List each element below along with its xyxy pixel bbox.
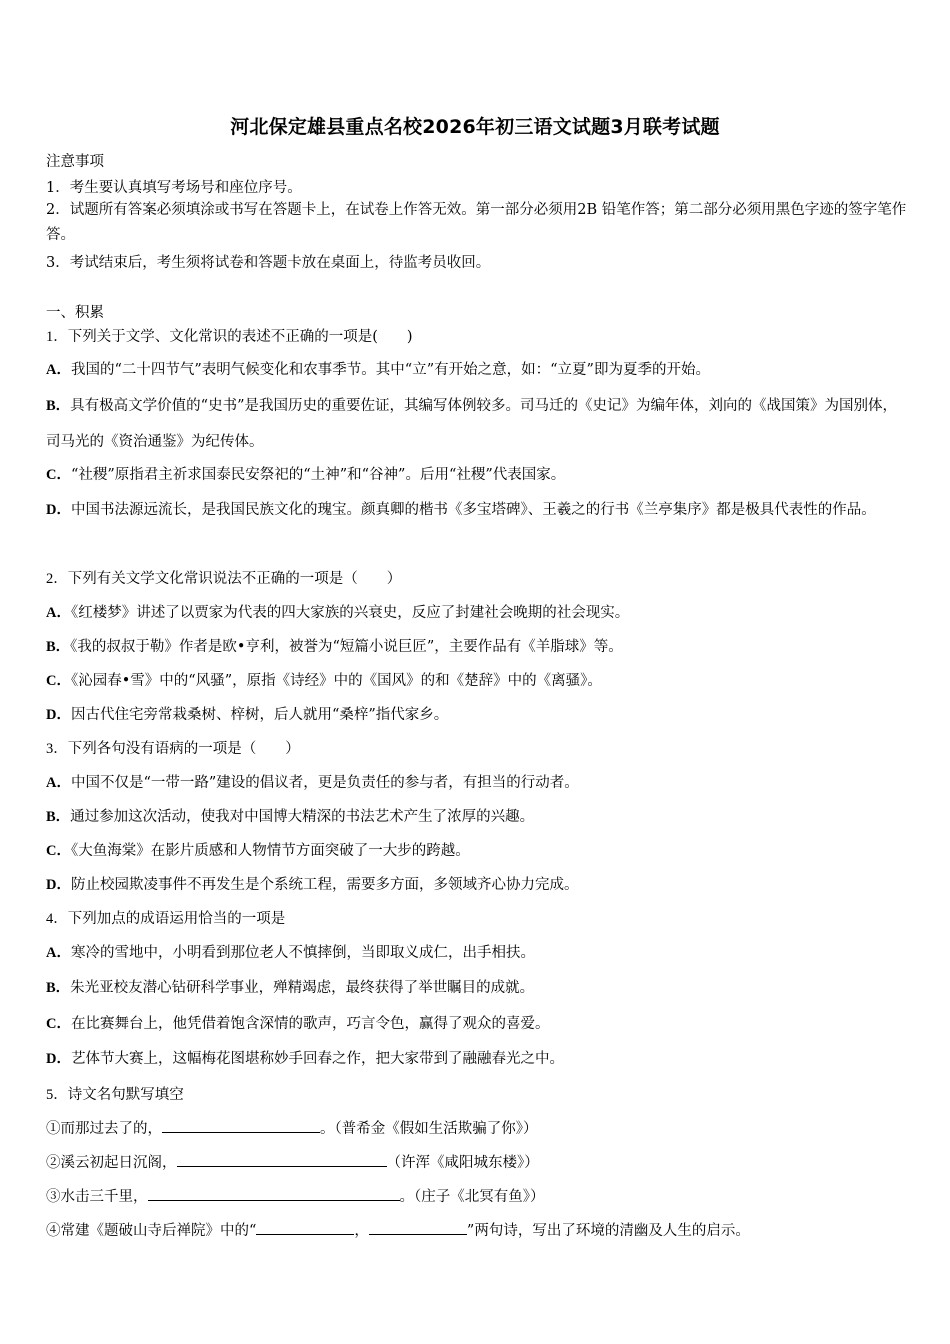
option-label: D．: [46, 707, 71, 723]
option-label: B．: [46, 809, 71, 825]
question-stem: [46, 569, 908, 589]
answer-blank[interactable]: [369, 1220, 467, 1235]
option-text: 具有极高文学价值的“史书”是我国历史的重要佐证，其编写体例较多。司马迁的《史记》为编年体，刘向的《战国策》为国别体，司马光的《资治通鉴》为纪传体。: [46, 398, 897, 450]
option-c: [46, 1014, 908, 1034]
fill-blank-line: [46, 1152, 908, 1173]
option-d: [46, 492, 908, 528]
option-label: C．: [46, 467, 71, 483]
option-c: [46, 465, 908, 485]
option-label: D．: [46, 502, 71, 518]
option-label: C．: [46, 1016, 71, 1032]
fill-prefix: ①而那过去了的，: [46, 1121, 162, 1137]
section-heading: 一、积累: [46, 305, 104, 321]
option-label: A．: [46, 362, 71, 378]
fill-suffix: ”两句诗，写出了环境的清幽及人生的启示。: [466, 1223, 750, 1239]
fill-prefix: ③水击三千里，: [46, 1189, 148, 1205]
option-label: B．: [46, 980, 71, 996]
question-text: 诗文名句默写填空: [67, 1087, 184, 1103]
question-text: 下列加点的成语运用恰当的一项是: [67, 911, 286, 927]
option-label: B．: [46, 398, 71, 414]
notice-item: 2．试题所有答案必须填涂或书写在答题卡上，在试卷上作答无效。第一部分必须用2B 铅笔作答；第二部分必须用黑色字迹的签字笔作答。: [46, 202, 907, 243]
option-b: [46, 978, 908, 998]
option-c: [46, 671, 908, 691]
answer-blank[interactable]: [148, 1186, 400, 1201]
option-label: D．: [46, 1051, 71, 1067]
option-b: [46, 807, 908, 827]
question-text: 下列各句没有语病的一项是（ ）: [67, 741, 300, 757]
fill-prefix: ④常建《题破山寺后禅院》中的“: [46, 1223, 257, 1239]
option-label: C．: [46, 843, 71, 859]
option-d: [46, 875, 908, 895]
option-text: 我国的“二十四节气”表明气候变化和农事季节。其中“立”有开始之意，如：“立夏”即为夏季的开始。: [70, 362, 710, 378]
option-text: “社稷”原指君主祈求国泰民安祭祀的“土神”和“谷神”。后用“社稷”代表国家。: [70, 467, 566, 483]
option-text: 《大鱼海棠》在影片质感和人物情节方面突破了一大步的跨越。: [70, 843, 470, 859]
question-stem: [46, 909, 908, 929]
question-text: 下列有关文学文化常识说法不正确的一项是（ ）: [67, 571, 402, 587]
option-text: 通过参加这次活动，使我对中国博大精深的书法艺术产生了浓厚的兴趣。: [70, 809, 535, 825]
option-label: A．: [46, 605, 71, 621]
option-text: 中国书法源远流长，是我国民族文化的瑰宝。颜真卿的楷书《多宝塔碑》、王羲之的行书《兰亭集序》都是极具代表性的作品。: [70, 502, 876, 518]
option-label: B．: [46, 639, 71, 655]
option-text: 中国不仅是“一带一路”建设的倡议者，更是负责任的参与者，有担当的行动者。: [70, 775, 579, 791]
notice-heading: 注意事项: [46, 154, 104, 170]
option-label: A．: [46, 775, 71, 791]
option-a: [46, 603, 908, 623]
option-text: 《红楼梦》讲述了以贾家为代表的四大家族的兴衰史，反应了封建社会晚期的社会现实。: [70, 605, 630, 621]
option-text: 防止校园欺凌事件不再发生是个系统工程，需要多方面，多领域齐心协力完成。: [70, 877, 579, 893]
option-text: 《我的叔叔于勒》作者是欧•亨利，被誉为“短篇小说巨匠”，主要作品有《羊脂球》等。: [70, 639, 623, 655]
page-title: 河北保定雄县重点名校2026年初三语文试题3月联考试题: [230, 116, 720, 138]
option-a: [46, 943, 908, 963]
question-number: 2．: [46, 571, 68, 587]
option-d: [46, 705, 908, 725]
question-text: 下列关于文学、文化常识的表述不正确的一项是( ): [67, 329, 413, 345]
answer-blank[interactable]: [162, 1118, 320, 1133]
question-number: 3．: [46, 741, 68, 757]
option-text: 因古代住宅旁常栽桑树、梓树，后人就用“桑梓”指代家乡。: [70, 707, 449, 723]
option-b: [46, 388, 908, 460]
question-stem: [46, 1085, 908, 1105]
option-label: D．: [46, 877, 71, 893]
option-b: [46, 637, 908, 657]
fill-blank-line: [46, 1220, 908, 1241]
option-d: [46, 1049, 908, 1069]
fill-suffix: 。（庄子《北冥有鱼》）: [399, 1189, 545, 1205]
answer-blank[interactable]: [256, 1220, 354, 1235]
option-a: [46, 360, 908, 380]
fill-blank-line: [46, 1186, 908, 1207]
option-text: 在比赛舞台上，他凭借着饱含深情的歌声，巧言令色，赢得了观众的喜爱。: [70, 1016, 550, 1032]
question-number: 1．: [46, 329, 68, 345]
fill-suffix: 。（普希金《假如生活欺骗了你》）: [320, 1121, 538, 1137]
option-label: C．: [46, 673, 71, 689]
fill-blank-line: [46, 1118, 908, 1139]
question-stem: [46, 327, 908, 347]
fill-suffix: （许浑《咸阳城东楼》）: [386, 1155, 539, 1171]
option-text: 《沁园春•雪》中的“风骚”，原指《诗经》中的《国风》的和《楚辞》中的《离骚》。: [70, 673, 602, 689]
fill-prefix: ②溪云初起日沉阁，: [46, 1155, 177, 1171]
notice-item: 1．考生要认真填写考场号和座位序号。: [46, 180, 302, 196]
option-label: A．: [46, 945, 71, 961]
question-stem: [46, 739, 908, 759]
option-a: [46, 773, 908, 793]
fill-separator: ，: [354, 1223, 369, 1239]
notice-item: 3．考试结束后，考生须将试卷和答题卡放在桌面上，待监考员收回。: [46, 255, 491, 271]
question-number: 4．: [46, 911, 68, 927]
answer-blank[interactable]: [177, 1152, 387, 1167]
option-text: 寒冷的雪地中，小明看到那位老人不慎摔倒，当即取义成仁，出手相扶。: [70, 945, 535, 961]
option-text: 艺体节大赛上，这幅梅花图堪称妙手回春之作，把大家带到了融融春光之中。: [70, 1051, 564, 1067]
question-number: 5．: [46, 1087, 68, 1103]
option-c: [46, 841, 908, 861]
option-text: 朱光亚校友潜心钻研科学事业，殚精竭虑，最终获得了举世瞩目的成就。: [70, 980, 535, 996]
